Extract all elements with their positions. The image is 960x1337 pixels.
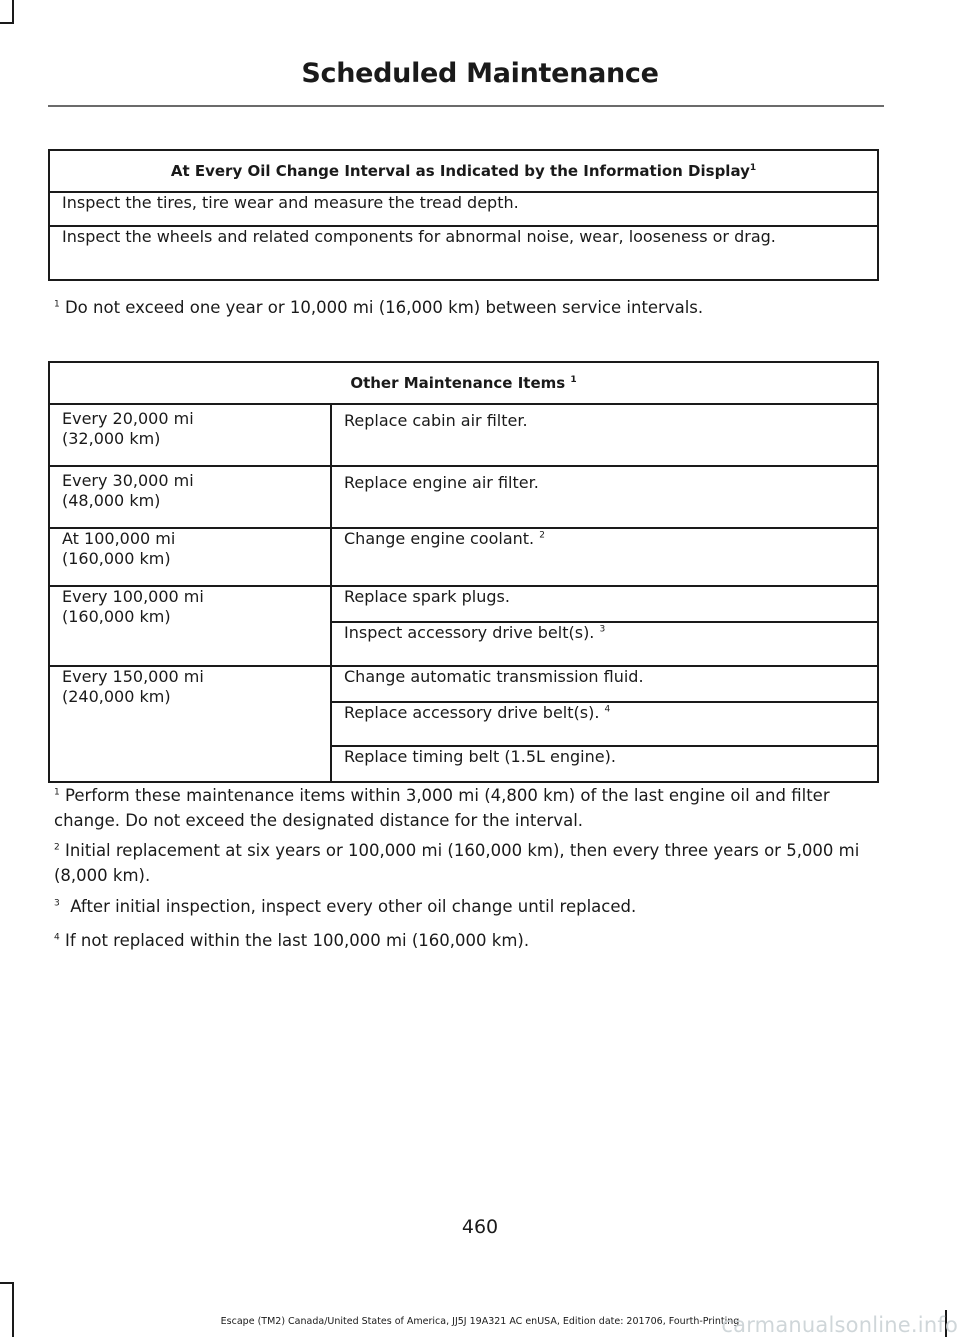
footnote [54,894,884,919]
footnote-number: 3 [54,898,60,909]
interval-cell [49,666,331,782]
item-cell [331,622,878,666]
table-heading [49,362,878,404]
table-row [49,586,878,622]
item-text: Replace cabin air filter. [344,411,528,430]
table-row [49,192,878,226]
item-text: Inspect accessory drive belt(s). [344,623,600,642]
crop-mark [0,1282,14,1284]
item-cell [331,666,878,702]
table-row [49,404,878,466]
watermark: carmanualsonline.info [721,1313,958,1337]
edition-footer: Escape (TM2) Canada/United States of America, JJ5J 19A321 AC enUSA, Edition date: 201706, Fourth-Printing [220,1316,740,1327]
table-row [49,666,878,702]
table-header-row [49,362,878,404]
footnote-number: 1 [54,787,60,798]
footnote-text: Perform these maintenance items within 3,000 mi (4,800 km) of the last engine oil and filter change. Do not exceed the designated distance for the interval. [54,786,830,830]
interval-text: Every 20,000 mi (32,000 km) [62,409,194,448]
item-cell [331,528,878,586]
table-heading-text: Other Maintenance Items [350,374,571,392]
other-maintenance-table [48,361,879,783]
table-cell: Inspect the wheels and related components for abnormal noise, wear, looseness or drag. [49,226,878,280]
item-cell [331,702,878,746]
item-text: Change engine coolant. [344,529,540,548]
footnote-ref: 1 [570,375,577,385]
footnote-number: 4 [54,932,60,943]
item-text: Replace spark plugs. [344,587,510,606]
item-text: Replace timing belt (1.5L engine). [344,747,616,766]
footnote [54,783,884,833]
crop-mark [12,0,14,22]
interval-text: Every 30,000 mi (48,000 km) [62,471,194,510]
table-row [49,528,878,586]
item-cell [331,586,878,622]
item-cell [331,404,878,466]
item-text: Change automatic transmission fluid. [344,667,644,686]
item-cell [331,746,878,782]
footnote-ref: 2 [539,530,545,541]
interval-text: Every 150,000 mi (240,000 km) [62,667,204,706]
table-heading [49,150,878,192]
table-heading-text: At Every Oil Change Interval as Indicated by the Information Display [170,162,750,180]
footnote-ref: 3 [599,624,606,635]
oil-change-table [48,149,879,281]
footnote-text: If not replaced within the last 100,000 mi (160,000 km). [59,931,530,950]
footnote [54,928,884,953]
footnote-text: After initial inspection, inspect every other oil change until replaced. [59,897,637,916]
item-text: Replace accessory drive belt(s). [344,703,605,722]
footnote-ref: 1 [749,163,757,173]
interval-cell [49,466,331,528]
interval-cell [49,586,331,666]
table-cell: Inspect the tires, tire wear and measure the tread depth. [49,192,878,226]
interval-text: At 100,000 mi (160,000 km) [62,529,176,568]
crop-mark [12,1282,14,1337]
interval-cell [49,404,331,466]
page-number: 460 [461,1216,499,1238]
footnote-number: 1 [54,299,60,310]
footnote-number: 2 [54,842,60,853]
footnote [54,295,884,320]
footnote-text: Do not exceed one year or 10,000 mi (16,000 km) between service intervals. [59,298,704,317]
header-divider [48,105,884,107]
interval-cell [49,528,331,586]
table-row [49,226,878,280]
footnote-text: Initial replacement at six years or 100,000 mi (160,000 km), then every three years or 5,000 mi (8,000 km). [54,841,860,885]
footnote [54,838,884,888]
footnote-ref: 4 [604,704,611,715]
page-title: Scheduled Maintenance [301,58,659,89]
item-cell [331,466,878,528]
crop-mark [0,22,14,24]
item-text: Replace engine air filter. [344,473,539,492]
table-header-row [49,150,878,192]
table-row [49,466,878,528]
interval-text: Every 100,000 mi (160,000 km) [62,587,204,626]
